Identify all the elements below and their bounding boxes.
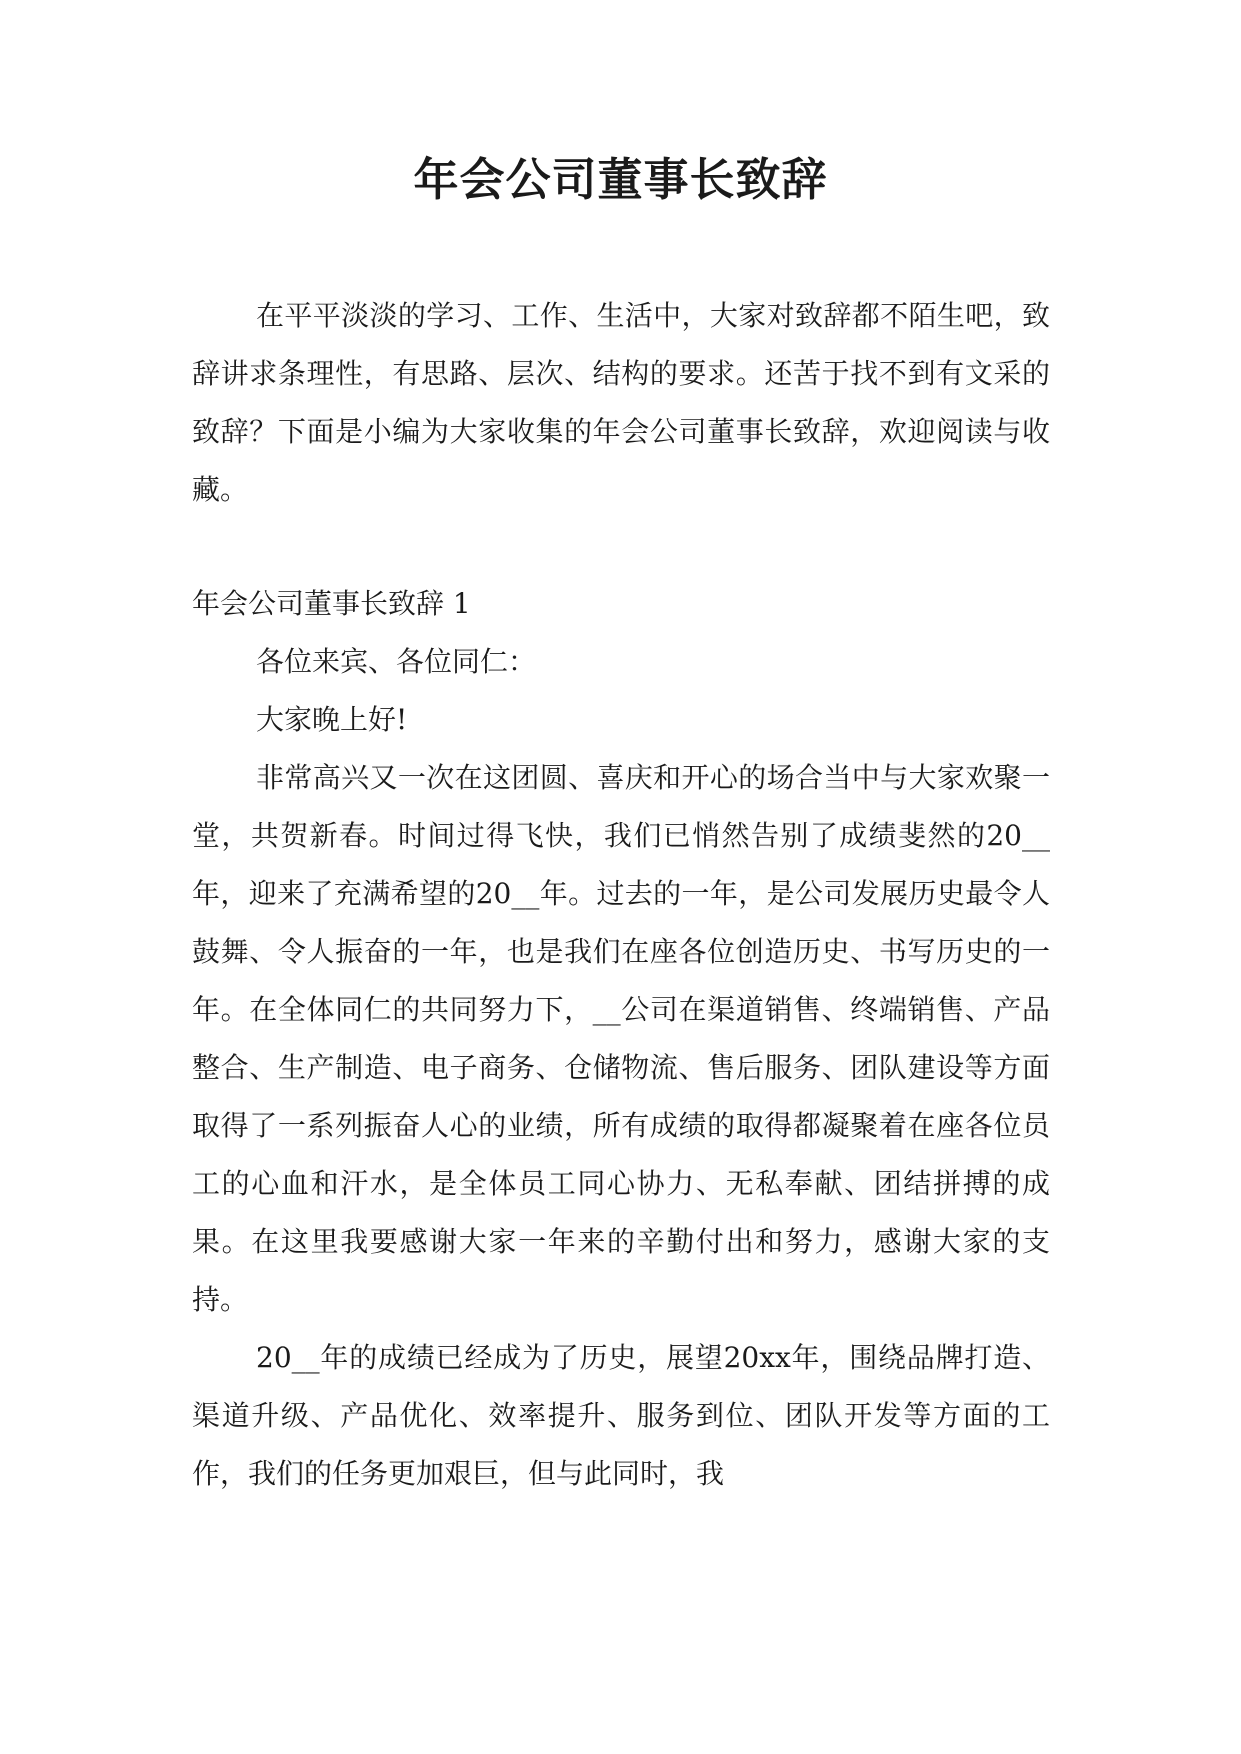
- intro-paragraph: 在平平淡淡的学习、工作、生活中，大家对致辞都不陌生吧，致辞讲求条理性，有思路、层次、结构的要求。还苦于找不到有文采的致辞？下面是小编为大家收集的年会公司董事长致辞，欢迎阅读与收藏。: [192, 299, 1050, 506]
- body-paragraph-1: 非常高兴又一次在这团圆、喜庆和开心的场合当中与大家欢聚一堂，共贺新春。时间过得飞快，我们已悄然告别了成绩斐然的20__年，迎来了充满希望的20__年。过去的一年，是公司发展历史最令人鼓舞、令人振奋的一年，也是我们在座各位创造历史、书写历史的一年。在全体同仁的共同努力下，__公司在渠道销售、终端销售、产品整合、生产制造、电子商务、仓储物流、售后服务、团队建设等方面取得了一系列振奋人心的业绩，所有成绩的取得都凝聚着在座各位员工的心血和汗水，是全体员工同心协力、无私奉献、团结拼搏的成果。在这里我要感谢大家一年来的辛勤付出和努力，感谢大家的支持。: [192, 761, 1050, 1316]
- salutation: 各位来宾、各位同仁：: [256, 645, 537, 678]
- greeting: 大家晚上好!: [256, 703, 408, 736]
- document-body: [192, 287, 1050, 1503]
- document-title: 年会公司董事长致辞: [413, 153, 828, 206]
- section-heading: 年会公司董事长致辞 1: [192, 587, 471, 620]
- section-spacer: [192, 519, 1050, 575]
- body-paragraph-2: 20__年的成绩已经成为了历史，展望20xx年，围绕品牌打造、渠道升级、产品优化、效率提升、服务到位、团队开发等方面的工作，我们的任务更加艰巨，但与此同时，我: [192, 1341, 1050, 1490]
